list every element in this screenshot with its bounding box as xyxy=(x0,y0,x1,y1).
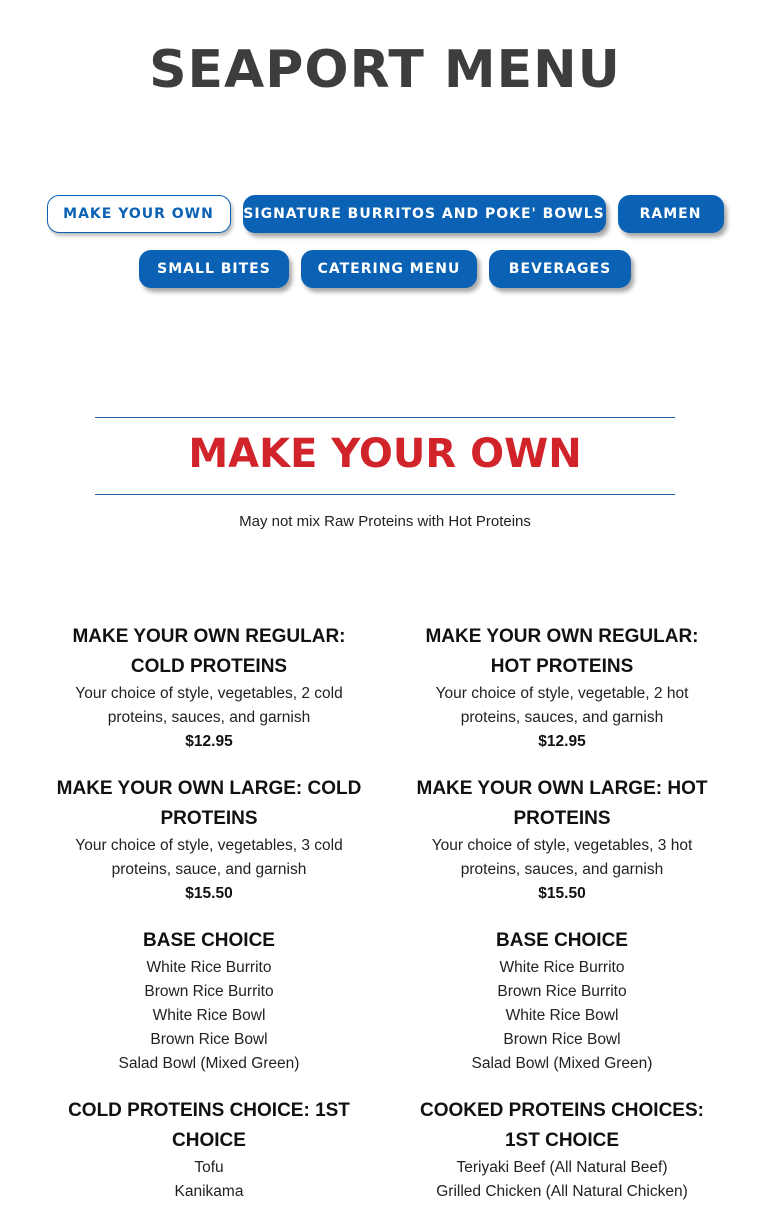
menu-item-large-hot xyxy=(402,774,722,906)
menu-item-description: Your choice of style, vegetable, 2 hot proteins, sauces, and garnish xyxy=(435,685,689,726)
list-item: White Rice Bowl xyxy=(152,1007,266,1024)
page-title: SEAPORT MENU xyxy=(149,40,621,100)
list-item: Salad Bowl (Mixed Green) xyxy=(118,1055,300,1072)
menu-tabs-row-2 xyxy=(0,250,770,288)
menu-item-regular-cold xyxy=(49,622,369,754)
cold-proteins-list xyxy=(49,1096,369,1204)
menu-item-price: $15.50 xyxy=(185,885,233,902)
tab-beverages[interactable]: BEVERAGES xyxy=(489,250,631,288)
menu-item-title: MAKE YOUR OWN LARGE: HOT PROTEINS xyxy=(416,778,708,829)
base-choice-list xyxy=(49,926,369,1076)
tab-small-bites[interactable]: SMALL BITES xyxy=(139,250,289,288)
proteins-choice-title: COLD PROTEINS CHOICE: 1ST CHOICE xyxy=(68,1100,350,1151)
menu-item-title: MAKE YOUR OWN LARGE: COLD PROTEINS xyxy=(56,778,362,829)
menu-item-regular-hot xyxy=(402,622,722,754)
tab-catering-menu[interactable]: CATERING MENU xyxy=(301,250,477,288)
list-item: Brown Rice Bowl xyxy=(503,1031,621,1048)
base-choice-title: BASE CHOICE xyxy=(496,930,628,951)
section-note: May not mix Raw Proteins with Hot Proteins xyxy=(239,513,531,530)
list-item: White Rice Burrito xyxy=(499,959,625,976)
list-item: Brown Rice Burrito xyxy=(497,983,627,1000)
list-item: Brown Rice Burrito xyxy=(144,983,274,1000)
list-item: Teriyaki Beef (All Natural Beef) xyxy=(456,1159,668,1176)
menu-item-large-cold xyxy=(49,774,369,906)
menu-item-description: Your choice of style, vegetables, 3 hot proteins, sauces, and garnish xyxy=(431,837,693,878)
list-item: Brown Rice Bowl xyxy=(150,1031,268,1048)
base-choice-list xyxy=(402,926,722,1076)
tab-make-your-own[interactable]: MAKE YOUR OWN xyxy=(47,195,231,233)
menu-item-price: $15.50 xyxy=(538,885,586,902)
tab-ramen[interactable]: RAMEN xyxy=(618,195,724,233)
menu-item-title: MAKE YOUR OWN REGULAR: HOT PROTEINS xyxy=(425,626,699,677)
section-divider-top xyxy=(95,417,675,418)
menu-tabs-row-1 xyxy=(0,195,770,233)
menu-item-description: Your choice of style, vegetables, 3 cold proteins, sauce, and garnish xyxy=(75,837,343,878)
list-item: White Rice Bowl xyxy=(505,1007,619,1024)
menu-column-hot xyxy=(402,622,722,1221)
menu-item-title: MAKE YOUR OWN REGULAR: COLD PROTEINS xyxy=(72,626,346,677)
list-item: Kanikama xyxy=(174,1183,244,1200)
list-item: Salad Bowl (Mixed Green) xyxy=(471,1055,653,1072)
tab-signature-burritos-and-poke-bowls[interactable]: SIGNATURE BURRITOS AND POKE' BOWLS xyxy=(243,195,606,233)
section-divider-bottom xyxy=(95,494,675,495)
menu-column-cold xyxy=(49,622,369,1221)
menu-item-price: $12.95 xyxy=(538,733,586,750)
proteins-choice-title: COOKED PROTEINS CHOICES: 1ST CHOICE xyxy=(420,1100,704,1151)
base-choice-title: BASE CHOICE xyxy=(143,930,275,951)
menu-item-price: $12.95 xyxy=(185,733,233,750)
menu-item-description: Your choice of style, vegetables, 2 cold proteins, sauces, and garnish xyxy=(75,685,343,726)
list-item: Grilled Chicken (All Natural Chicken) xyxy=(436,1183,688,1200)
cooked-proteins-list xyxy=(402,1096,722,1204)
list-item: White Rice Burrito xyxy=(146,959,272,976)
section-title: MAKE YOUR OWN xyxy=(188,431,582,477)
list-item: Tofu xyxy=(194,1159,224,1176)
